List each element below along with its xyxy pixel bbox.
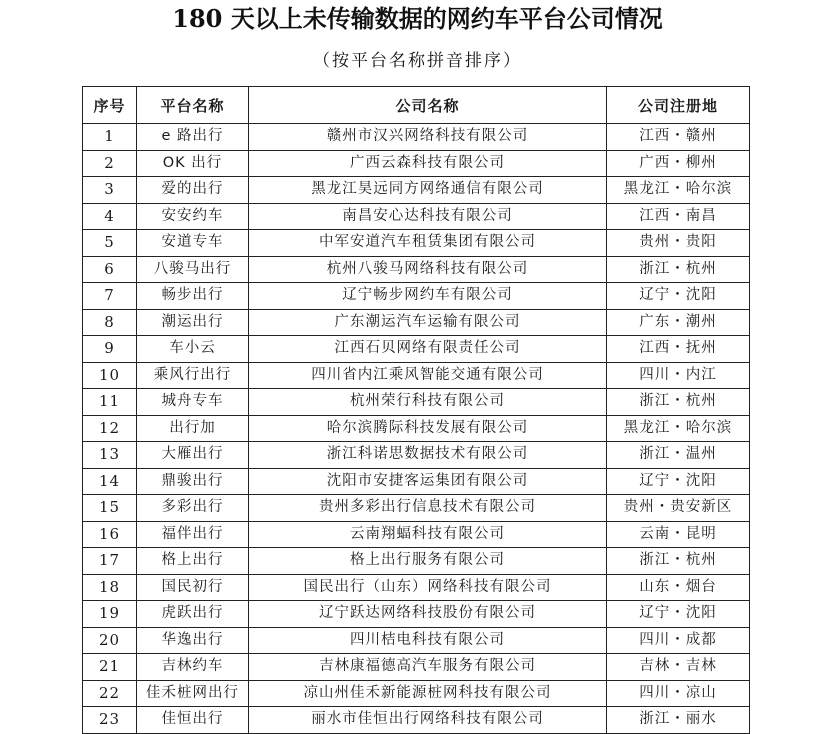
cell-platform-name: 虎跃出行 [137,601,249,628]
cell-company-name: 南昌安心达科技有限公司 [249,203,607,230]
cell-platform-name: 潮运出行 [137,309,249,336]
cell-registration-place: 浙江・温州 [607,442,750,469]
table-row [83,203,750,230]
table-row [83,548,750,575]
cell-platform-name: 格上出行 [137,548,249,575]
cell-platform-name: 佳恒出行 [137,707,249,734]
cell-platform-name: 鼎骏出行 [137,468,249,495]
cell-platform-name: 华逸出行 [137,627,249,654]
cell-company-name: 贵州多彩出行信息技术有限公司 [249,495,607,522]
cell-company-name: 格上出行服务有限公司 [249,548,607,575]
cell-company-name: 广东潮运汽车运输有限公司 [249,309,607,336]
cell-company-name: 沈阳市安捷客运集团有限公司 [249,468,607,495]
cell-registration-place: 辽宁・沈阳 [607,601,750,628]
cell-platform-name: 车小云 [137,336,249,363]
cell-index: 23 [83,707,137,734]
cell-registration-place: 四川・成都 [607,627,750,654]
page-title: 180 天以上未传输数据的网约车平台公司情况 [172,4,663,33]
cell-company-name: 吉林康福德高汽车服务有限公司 [249,654,607,681]
cell-registration-place: 广东・潮州 [607,309,750,336]
table-row [83,150,750,177]
cell-registration-place: 山东・烟台 [607,574,750,601]
cell-platform-name: 多彩出行 [137,495,249,522]
cell-company-name: 云南翔蝠科技有限公司 [249,521,607,548]
cell-index: 17 [83,548,137,575]
cell-company-name: 中军安道汽车租赁集团有限公司 [249,230,607,257]
table-row [83,680,750,707]
cell-index: 21 [83,654,137,681]
header-company-name: 公司名称 [249,87,607,124]
cell-index: 3 [83,177,137,204]
cell-platform-name: 国民初行 [137,574,249,601]
cell-platform-name: 福伴出行 [137,521,249,548]
cell-company-name: 辽宁畅步网约车有限公司 [249,283,607,310]
cell-index: 10 [83,362,137,389]
cell-registration-place: 黑龙江・哈尔滨 [607,177,750,204]
cell-registration-place: 贵州・贵安新区 [607,495,750,522]
cell-company-name: 丽水市佳恒出行网络科技有限公司 [249,707,607,734]
table-row [83,415,750,442]
cell-company-name: 江西石贝网络有限责任公司 [249,336,607,363]
table-row [83,283,750,310]
table-row [83,495,750,522]
cell-registration-place: 江西・赣州 [607,124,750,151]
cell-registration-place: 浙江・杭州 [607,548,750,575]
cell-platform-name: 安道专车 [137,230,249,257]
table-row [83,627,750,654]
cell-registration-place: 江西・抚州 [607,336,750,363]
cell-index: 2 [83,150,137,177]
cell-company-name: 黑龙江昊远同方网络通信有限公司 [249,177,607,204]
cell-platform-name: 爱的出行 [137,177,249,204]
cell-index: 19 [83,601,137,628]
cell-registration-place: 吉林・吉林 [607,654,750,681]
header-registration-place: 公司注册地 [607,87,750,124]
cell-platform-name: 吉林约车 [137,654,249,681]
cell-company-name: 四川省内江乘风智能交通有限公司 [249,362,607,389]
table-row [83,521,750,548]
cell-platform-name: 畅步出行 [137,283,249,310]
cell-company-name: 赣州市汉兴网络科技有限公司 [249,124,607,151]
table-row [83,362,750,389]
cell-index: 15 [83,495,137,522]
cell-platform-name: e 路出行 [137,124,249,151]
cell-index: 8 [83,309,137,336]
cell-index: 9 [83,336,137,363]
cell-platform-name: OK 出行 [137,150,249,177]
cell-registration-place: 四川・凉山 [607,680,750,707]
cell-registration-place: 浙江・杭州 [607,256,750,283]
platform-table [82,86,750,734]
cell-index: 11 [83,389,137,416]
table-row [83,336,750,363]
table-row [83,177,750,204]
cell-index: 5 [83,230,137,257]
table-row [83,389,750,416]
cell-index: 7 [83,283,137,310]
cell-registration-place: 贵州・贵阳 [607,230,750,257]
cell-registration-place: 江西・南昌 [607,203,750,230]
header-platform-name: 平台名称 [137,87,249,124]
cell-index: 16 [83,521,137,548]
table-row [83,256,750,283]
cell-index: 14 [83,468,137,495]
table-row [83,230,750,257]
cell-platform-name: 八骏马出行 [137,256,249,283]
cell-platform-name: 安安约车 [137,203,249,230]
cell-index: 6 [83,256,137,283]
cell-registration-place: 辽宁・沈阳 [607,468,750,495]
cell-company-name: 哈尔滨腾际科技发展有限公司 [249,415,607,442]
cell-registration-place: 辽宁・沈阳 [607,283,750,310]
cell-registration-place: 浙江・杭州 [607,389,750,416]
cell-company-name: 辽宁跃达网络科技股份有限公司 [249,601,607,628]
table-row [83,309,750,336]
table-row [83,707,750,734]
table-row [83,654,750,681]
page-subtitle: （按平台名称拼音排序） [313,51,522,71]
cell-registration-place: 黑龙江・哈尔滨 [607,415,750,442]
cell-company-name: 杭州八骏马网络科技有限公司 [249,256,607,283]
table-row [83,442,750,469]
table-header-row [83,87,750,124]
cell-index: 13 [83,442,137,469]
cell-company-name: 杭州荣行科技有限公司 [249,389,607,416]
cell-registration-place: 浙江・丽水 [607,707,750,734]
table-row [83,574,750,601]
cell-index: 22 [83,680,137,707]
cell-index: 20 [83,627,137,654]
cell-index: 4 [83,203,137,230]
cell-index: 1 [83,124,137,151]
table-row [83,601,750,628]
cell-platform-name: 城舟专车 [137,389,249,416]
cell-company-name: 广西云森科技有限公司 [249,150,607,177]
table-row [83,468,750,495]
cell-company-name: 浙江科诺思数据技术有限公司 [249,442,607,469]
cell-index: 18 [83,574,137,601]
cell-company-name: 四川桔电科技有限公司 [249,627,607,654]
cell-company-name: 凉山州佳禾新能源桩网科技有限公司 [249,680,607,707]
cell-company-name: 国民出行（山东）网络科技有限公司 [249,574,607,601]
header-index: 序号 [83,87,137,124]
table-body [83,124,750,734]
cell-platform-name: 佳禾桩网出行 [137,680,249,707]
cell-registration-place: 广西・柳州 [607,150,750,177]
cell-platform-name: 大雁出行 [137,442,249,469]
table-row [83,124,750,151]
cell-registration-place: 云南・昆明 [607,521,750,548]
cell-registration-place: 四川・内江 [607,362,750,389]
cell-index: 12 [83,415,137,442]
cell-platform-name: 出行加 [137,415,249,442]
cell-platform-name: 乘风行出行 [137,362,249,389]
